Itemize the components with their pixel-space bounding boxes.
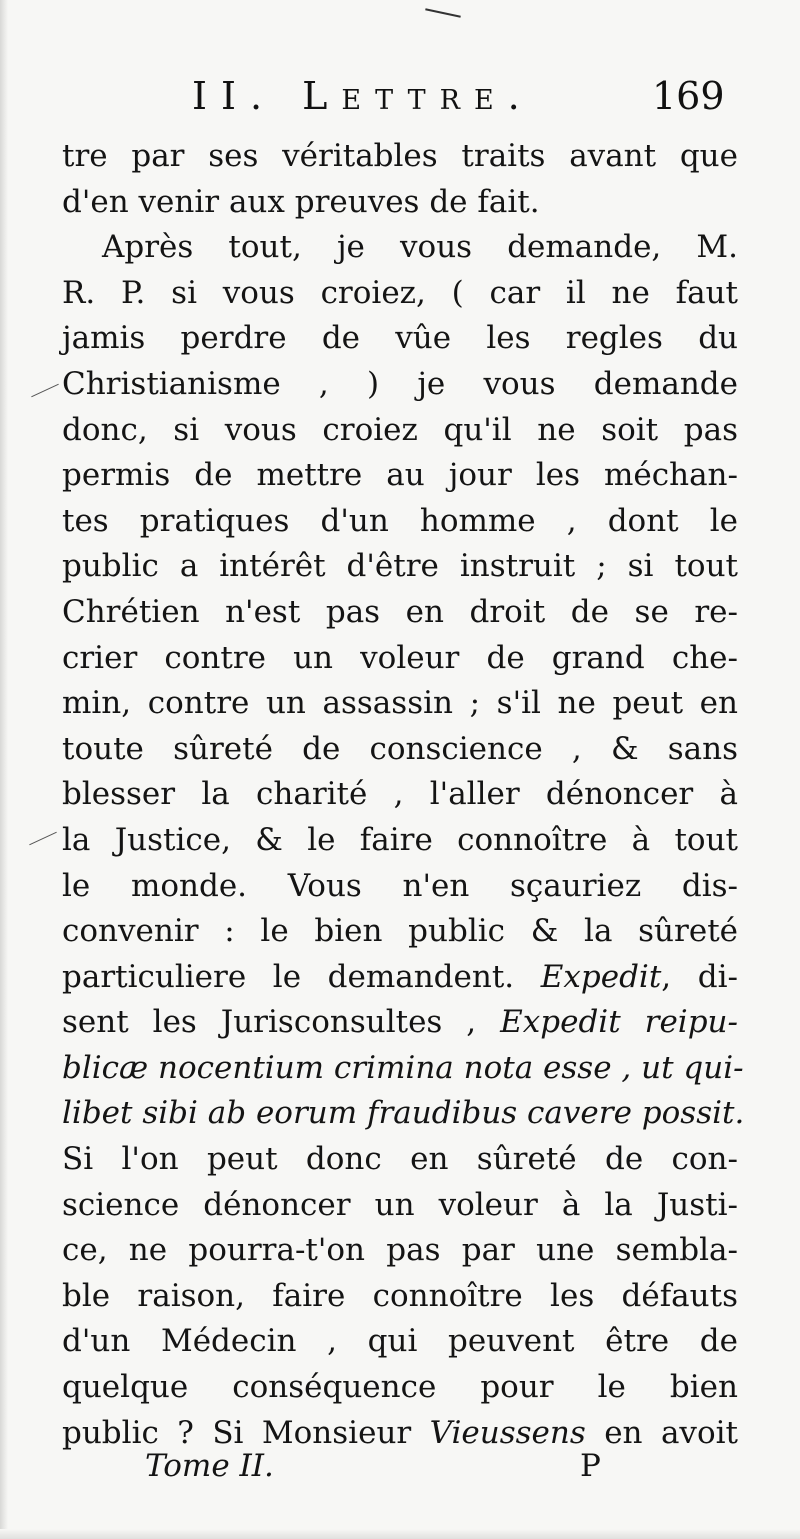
text-line: [62, 681, 738, 727]
text-line-content: R. P. si vous croiez, ( car il ne faut: [62, 274, 738, 311]
text-line: [62, 1137, 738, 1183]
scan-edge-shadow: [0, 0, 8, 1539]
text-line-content: tre par ses véritables traits avant que: [62, 138, 738, 174]
text-line-content: donc, si vous croiez qu'il ne soit pas: [62, 411, 738, 448]
text-line: [62, 818, 738, 864]
text-line: [62, 864, 738, 910]
text-line: [62, 1365, 738, 1411]
text-line-content: quelque conséquence pour le bien: [62, 1369, 738, 1406]
text-line: [62, 1183, 738, 1229]
text-line: [62, 1091, 745, 1137]
text-line-content: ble raison, faire connoître les défauts: [62, 1277, 738, 1314]
text-line: [62, 1046, 744, 1092]
text-line-content: Christianisme , ) je vous demande: [62, 365, 738, 402]
text-line: [62, 727, 738, 773]
margin-mark: [29, 832, 57, 846]
text-line-content: permis de mettre au jour les méchan-: [62, 457, 738, 494]
margin-mark: [31, 384, 59, 398]
text-line-content: public ? Si Monsieur: [62, 1414, 412, 1451]
text-line-content: sent les Jurisconsultes ,: [62, 1004, 477, 1041]
text-line: [62, 1319, 738, 1365]
text-line-content: Si l'on peut donc en sûreté de con-: [62, 1141, 738, 1178]
text-line-tail: , di-: [661, 958, 738, 995]
body-text: [62, 134, 745, 1456]
text-line-content: d'un Médecin , qui peuvent être de: [62, 1323, 738, 1360]
text-line-content: min, contre un assassin ; s'il ne peut en: [62, 685, 738, 722]
text-line: [62, 544, 738, 590]
text-line-content: d'en venir aux preuves de fait.: [62, 183, 540, 220]
text-line-content: blicæ nocentium crimina nota esse , ut qui-: [62, 1049, 744, 1086]
text-line: [62, 955, 738, 1001]
volume-label: Tome II.: [145, 1448, 274, 1484]
text-line-tail: en avoit: [585, 1414, 738, 1451]
text-line-content: particuliere le demandent.: [62, 958, 515, 995]
italic-phrase: Expedit reipu-: [500, 1004, 738, 1041]
text-line: [62, 453, 738, 499]
text-line-content: Chrétien n'est pas en droit de se re-: [62, 593, 738, 630]
text-line: [62, 499, 738, 545]
text-line-content: crier contre un voleur de grand che-: [62, 639, 738, 676]
text-line: [62, 1274, 738, 1320]
page-number: 169: [652, 74, 725, 118]
print-mark: [425, 8, 461, 17]
text-line: [62, 271, 738, 317]
text-line: [62, 362, 738, 408]
text-line-content: Après tout, je vous demande, M.: [102, 229, 738, 266]
italic-phrase: Expedit: [540, 958, 662, 995]
text-line-content: jamis perdre de vûe les regles du: [62, 320, 738, 357]
text-line: [62, 225, 738, 271]
text-line-content: libet sibi ab eorum fraudibus cavere possit.: [62, 1095, 745, 1132]
text-line-content: ce, ne pourra-t'on pas par une sembla-: [62, 1232, 738, 1269]
page-header: [0, 72, 800, 120]
italic-phrase: Vieussens: [429, 1414, 586, 1451]
text-line: [62, 180, 738, 226]
text-line: [62, 316, 738, 362]
text-line: [62, 134, 738, 180]
running-head: II. Lettre.: [192, 74, 534, 118]
text-line: [62, 408, 738, 454]
text-line-content: la Justice, & le faire connoître à tout: [62, 821, 738, 858]
text-line: [62, 636, 738, 682]
text-line-content: blesser la charité , l'aller dénoncer à: [62, 776, 738, 813]
text-line: [62, 1000, 738, 1046]
text-line-content: le monde. Vous n'en sçauriez dis-: [62, 867, 738, 904]
text-line-content: toute sûreté de conscience , & sans: [62, 730, 738, 767]
page-footer: [0, 1444, 800, 1488]
text-line-content: tes pratiques d'un homme , dont le: [62, 502, 738, 539]
scan-bottom-shadow: [0, 1529, 800, 1539]
text-line: [62, 590, 738, 636]
text-line-content: public a intérêt d'être instruit ; si tout: [62, 548, 738, 585]
signature-mark: P: [580, 1448, 601, 1484]
text-line: [62, 909, 738, 955]
text-line: [62, 772, 738, 818]
text-line-content: science dénoncer un voleur à la Justi-: [62, 1186, 738, 1223]
text-line: [62, 1228, 738, 1274]
text-line-content: convenir : le bien public & la sûreté: [62, 913, 738, 950]
